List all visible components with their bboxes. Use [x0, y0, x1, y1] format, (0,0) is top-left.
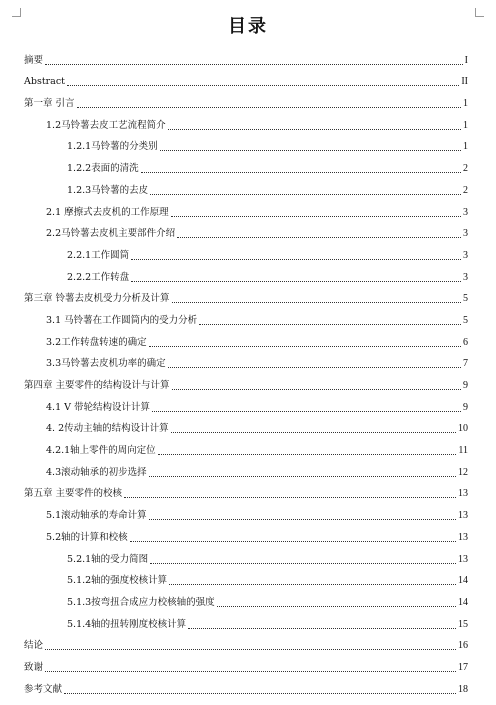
toc-dot-leader	[149, 519, 456, 520]
toc-entry-label: 3.2工作转盘转速的确定	[46, 336, 147, 348]
toc-entry-label: 第四章 主要零件的结构设计与计算	[24, 380, 170, 391]
toc-dot-leader	[131, 259, 461, 260]
toc-dot-leader	[45, 64, 463, 65]
toc-dot-leader	[141, 172, 461, 173]
toc-entry-page-number: 14	[458, 575, 468, 587]
toc-dot-leader	[149, 346, 461, 347]
toc-entry-label: 2.2马铃薯去皮机主要部件介绍	[46, 228, 176, 240]
toc-entry[interactable]	[24, 262, 468, 284]
toc-entry-label: 1.2马铃薯去皮工艺流程简介	[46, 119, 166, 131]
toc-entry[interactable]	[24, 370, 468, 392]
toc-entry-page-number: 13	[458, 488, 468, 500]
toc-entry[interactable]	[24, 435, 468, 457]
toc-entry[interactable]	[24, 500, 468, 522]
toc-entry-page-number: 10	[458, 423, 468, 435]
toc-entry[interactable]	[24, 566, 468, 588]
toc-entry-page-number: 13	[458, 531, 468, 543]
toc-dot-leader	[169, 584, 456, 585]
toc-entry-page-number: II	[461, 76, 468, 88]
table-of-contents	[24, 45, 468, 696]
toc-entry-label: 5.1.3按弯扭合成应力校核轴的强度	[67, 596, 215, 608]
toc-entry-page-number: 5	[463, 314, 468, 326]
toc-entry-label: 4. 2传动主轴的结构设计计算	[46, 423, 169, 435]
toc-dot-leader	[168, 367, 461, 368]
toc-entry[interactable]	[24, 392, 468, 414]
toc-entry[interactable]	[24, 45, 468, 67]
toc-entry-page-number: 14	[458, 596, 468, 608]
toc-entry[interactable]	[24, 349, 468, 371]
toc-entry-page-number: 9	[463, 380, 468, 391]
toc-entry[interactable]	[24, 284, 468, 306]
toc-entry-label: 摘要	[24, 54, 44, 66]
toc-entry-page-number: 9	[463, 401, 468, 413]
toc-entry-label: 第一章 引言	[24, 98, 75, 110]
toc-entry-page-number: 7	[463, 358, 468, 370]
toc-entry-page-number: 13	[458, 510, 468, 522]
toc-entry-label: 2.2.1工作圆筒	[67, 249, 130, 261]
toc-entry-label: 参考文献	[24, 683, 63, 695]
toc-entry[interactable]	[24, 414, 468, 436]
toc-entry-label: 2.1 摩擦式去皮机的工作原理	[46, 206, 169, 218]
toc-entry-page-number: 6	[463, 336, 468, 348]
toc-entry[interactable]	[24, 110, 468, 132]
toc-entry-label: 结论	[24, 640, 44, 652]
toc-entry[interactable]	[24, 652, 468, 674]
toc-entry-label: 5.1.2轴的强度校核计算	[67, 575, 168, 587]
toc-dot-leader	[188, 628, 456, 629]
toc-dot-leader	[158, 454, 457, 455]
toc-entry[interactable]	[24, 305, 468, 327]
toc-dot-leader	[124, 497, 456, 498]
toc-entry[interactable]	[24, 88, 468, 110]
toc-dot-leader	[130, 541, 456, 542]
toc-title: 目录	[228, 16, 268, 37]
toc-entry-label: 4.3滚动轴承的初步选择	[46, 466, 147, 478]
toc-entry-page-number: 11	[458, 445, 468, 457]
toc-entry-label: 5.1滚动轴承的寿命计算	[46, 510, 147, 522]
toc-entry[interactable]	[24, 197, 468, 219]
toc-entry-label: 1.2.1马铃薯的分类别	[67, 141, 158, 153]
toc-entry[interactable]	[24, 479, 468, 501]
toc-dot-leader	[149, 476, 456, 477]
toc-entry-label: 1.2.3马铃薯的去皮	[67, 184, 149, 196]
toc-entry-label: 3.3马铃薯去皮机功率的确定	[46, 358, 166, 370]
toc-entry-label: 3.1 马铃薯在工作圆筒内的受力分析	[46, 314, 198, 326]
toc-entry-page-number: 1	[463, 119, 468, 131]
toc-dot-leader	[168, 129, 461, 130]
toc-entry-label: 致谢	[24, 661, 44, 673]
toc-entry-label: 1.2.2表面的清洗	[67, 163, 139, 175]
toc-dot-leader	[64, 693, 456, 694]
toc-dot-leader	[45, 671, 456, 672]
toc-entry[interactable]	[24, 522, 468, 544]
toc-entry-label: 2.2.2工作转盘	[67, 271, 130, 283]
toc-dot-leader	[199, 324, 461, 325]
toc-entry-page-number: I	[464, 54, 468, 66]
toc-dot-leader	[152, 411, 461, 412]
toc-entry-label: 5.1.4轴的扭转刚度校核计算	[67, 618, 187, 630]
toc-entry-page-number: 12	[458, 466, 468, 478]
toc-entry-page-number: 3	[463, 228, 468, 240]
toc-dot-leader	[77, 107, 461, 108]
toc-dot-leader	[172, 389, 461, 390]
toc-entry-label: 5.2.1轴的受力简图	[67, 553, 149, 565]
toc-entry-label: Abstract	[24, 76, 65, 88]
toc-dot-leader	[171, 432, 456, 433]
toc-dot-leader	[171, 216, 461, 217]
toc-entry-page-number: 2	[463, 163, 468, 175]
toc-entry[interactable]	[24, 219, 468, 241]
toc-entry[interactable]	[24, 631, 468, 653]
toc-entry-page-number: 3	[463, 206, 468, 218]
toc-entry-label: 第三章 铃薯去皮机受力分析及计算	[24, 293, 170, 305]
toc-dot-leader	[172, 302, 461, 303]
toc-entry-page-number: 3	[463, 271, 468, 283]
toc-dot-leader	[67, 85, 459, 86]
toc-entry-page-number: 15	[458, 618, 468, 630]
toc-entry-page-number: 2	[463, 184, 468, 196]
toc-entry-page-number: 5	[463, 293, 468, 305]
toc-entry-label: 4.1 V 带轮结构设计计算	[46, 401, 151, 413]
toc-dot-leader	[45, 649, 456, 650]
toc-entry-page-number: 13	[458, 553, 468, 565]
toc-dot-leader	[150, 563, 456, 564]
toc-entry-label: 5.2轴的计算和校核	[46, 531, 128, 543]
toc-entry[interactable]	[24, 544, 468, 566]
toc-dot-leader	[217, 606, 456, 607]
toc-dot-leader	[150, 194, 461, 195]
toc-entry[interactable]	[24, 175, 468, 197]
toc-entry-page-number: 1	[463, 98, 468, 110]
toc-entry[interactable]	[24, 457, 468, 479]
toc-entry[interactable]	[24, 132, 468, 154]
toc-entry[interactable]	[24, 153, 468, 175]
toc-entry[interactable]	[24, 327, 468, 349]
toc-entry-page-number: 3	[463, 249, 468, 261]
toc-dot-leader	[177, 237, 461, 238]
toc-entry[interactable]	[24, 609, 468, 631]
toc-entry[interactable]	[24, 67, 468, 89]
toc-entry-page-number: 17	[458, 661, 468, 673]
toc-entry-page-number: 1	[463, 141, 468, 153]
toc-entry-label: 4.2.1轴上零件的周向定位	[46, 445, 156, 457]
toc-dot-leader	[131, 281, 461, 282]
toc-entry-page-number: 16	[458, 640, 468, 652]
toc-entry-page-number: 18	[458, 683, 468, 695]
toc-entry[interactable]	[24, 240, 468, 262]
toc-entry[interactable]	[24, 674, 468, 696]
toc-entry[interactable]	[24, 587, 468, 609]
toc-dot-leader	[160, 150, 461, 151]
toc-entry-label: 第五章 主要零件的校核	[24, 488, 123, 500]
